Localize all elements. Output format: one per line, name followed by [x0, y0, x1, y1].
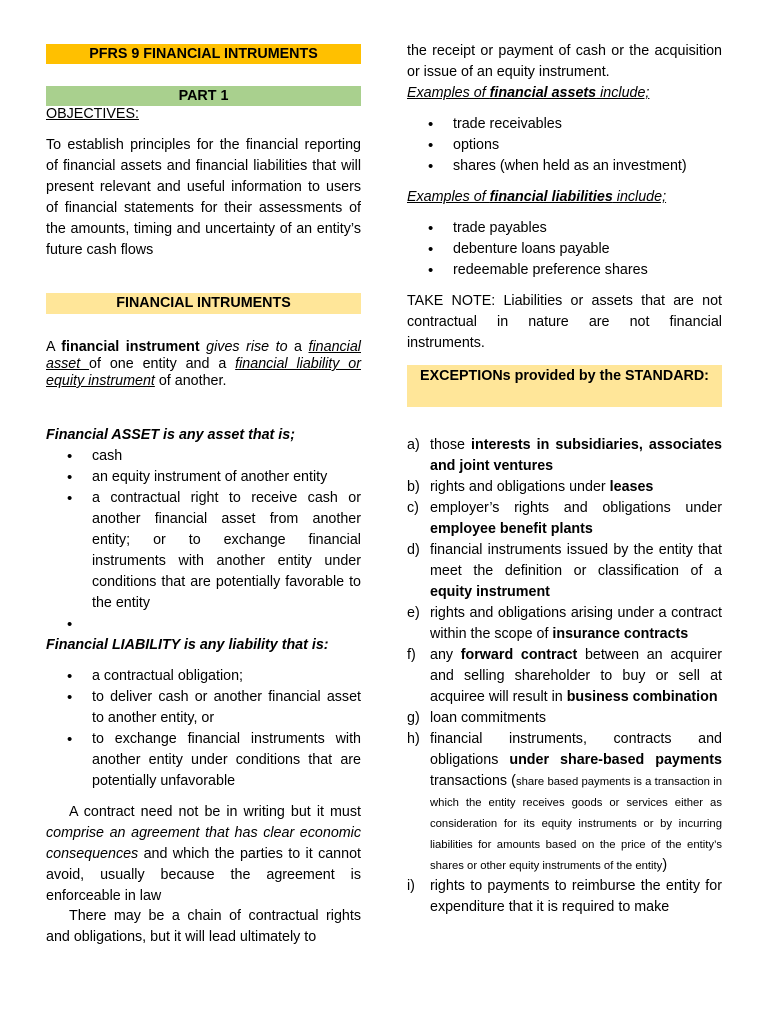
- list-item: • an equity instrument of another entity: [46, 467, 361, 488]
- list-item: • shares (when held as an investment): [407, 156, 722, 177]
- exception-item-e: e) rights and obligations arising under a contract within the scope of insurance contracts: [407, 605, 722, 642]
- exception-item-i: i) rights to payments to reimburse the entity for expenditure that it is required to make: [407, 878, 722, 915]
- list-item: [46, 614, 361, 635]
- liability-list: [46, 666, 361, 792]
- exception-item-c: c) employer’s rights and obligations under employee benefit plants: [407, 500, 722, 537]
- liability-heading: Financial LIABILITY is any liability that is:: [46, 637, 329, 653]
- fa-examples-list: [407, 114, 722, 177]
- exceptions-banner: EXCEPTIONs provided by the STANDARD:: [407, 365, 722, 407]
- asset-heading: Financial ASSET is any asset that is;: [46, 427, 295, 443]
- continued-text: the receipt or payment of cash or the acquisition or issue of an equity instrument.: [407, 43, 722, 80]
- contract-paragraph: A contract need not be in writing but it must comprise an agreement that has clear economic consequences and which the parties to it cannot avoid, usually because the agreement is enforceable in law: [46, 804, 361, 904]
- exception-item-g: g) loan commitments: [407, 710, 547, 726]
- exception-item-a: a) those interests in subsidiaries, associates and joint ventures: [407, 437, 722, 474]
- title-banner: PFRS 9 FINANCIAL INTRUMENTS: [46, 44, 361, 64]
- financial-instrument-definition: A financial instrument gives rise to a financial asset of one entity and a financial liability or equity instrument of another.: [46, 339, 361, 389]
- list-item: • debenture loans payable: [407, 239, 722, 260]
- exception-item-d: d) financial instruments issued by the entity that meet the definition or classification of a equity instrument: [407, 542, 722, 600]
- chain-paragraph: There may be a chain of contractual rights and obligations, but it will lead ultimately to: [46, 908, 361, 945]
- section-banner-financial-instruments: FINANCIAL INTRUMENTS: [46, 293, 361, 314]
- exception-item-f: f) any forward contract between an acquirer and selling shareholder to buy or sell at acquiree will result in business combination: [407, 647, 722, 705]
- list-item: • redeemable preference shares: [407, 260, 722, 281]
- list-item: • trade receivables: [407, 114, 722, 135]
- exception-item-b: b) rights and obligations under leases: [407, 479, 654, 495]
- fl-examples-list: [407, 218, 722, 281]
- exceptions-list: [407, 435, 722, 918]
- list-item: • to deliver cash or another financial asset to another entity, or: [46, 687, 361, 729]
- list-item: • trade payables: [407, 218, 722, 239]
- list-item: • options: [407, 135, 722, 156]
- objectives-label: OBJECTIVES:: [46, 106, 139, 122]
- fa-examples-heading: Examples of financial assets include;: [407, 85, 650, 101]
- fl-examples-heading: Examples of financial liabilities include;: [407, 189, 667, 205]
- exception-item-h: h) financial instruments, contracts and obligations under share-based payments transactions (share based payments is a transaction in which the entity receives goods or services either as consideration for its equity instruments or by incurring liabilities for amounts based on the price of the entity’s shares or other equity instruments of the entity): [407, 731, 722, 873]
- take-note: TAKE NOTE: Liabilities or assets that are not contractual in nature are not financial instruments.: [407, 293, 722, 351]
- asset-list: [46, 446, 361, 635]
- part-banner: PART 1: [46, 86, 361, 106]
- list-item: • to exchange financial instruments with another entity under conditions that are potentially unfavorable: [46, 729, 361, 792]
- list-item: • a contractual right to receive cash or another financial asset from another entity; or to exchange financial instruments with another entity under conditions that are potentially favorable to the entity: [46, 488, 361, 614]
- list-item: • cash: [46, 446, 361, 467]
- objectives-text: To establish principles for the financial reporting of financial assets and financial liabilities that will present relevant and useful information to users of financial statements for their assessments of the amounts, timing and uncertainty of an entity’s future cash flows: [46, 137, 361, 258]
- list-item: • a contractual obligation;: [46, 666, 361, 687]
